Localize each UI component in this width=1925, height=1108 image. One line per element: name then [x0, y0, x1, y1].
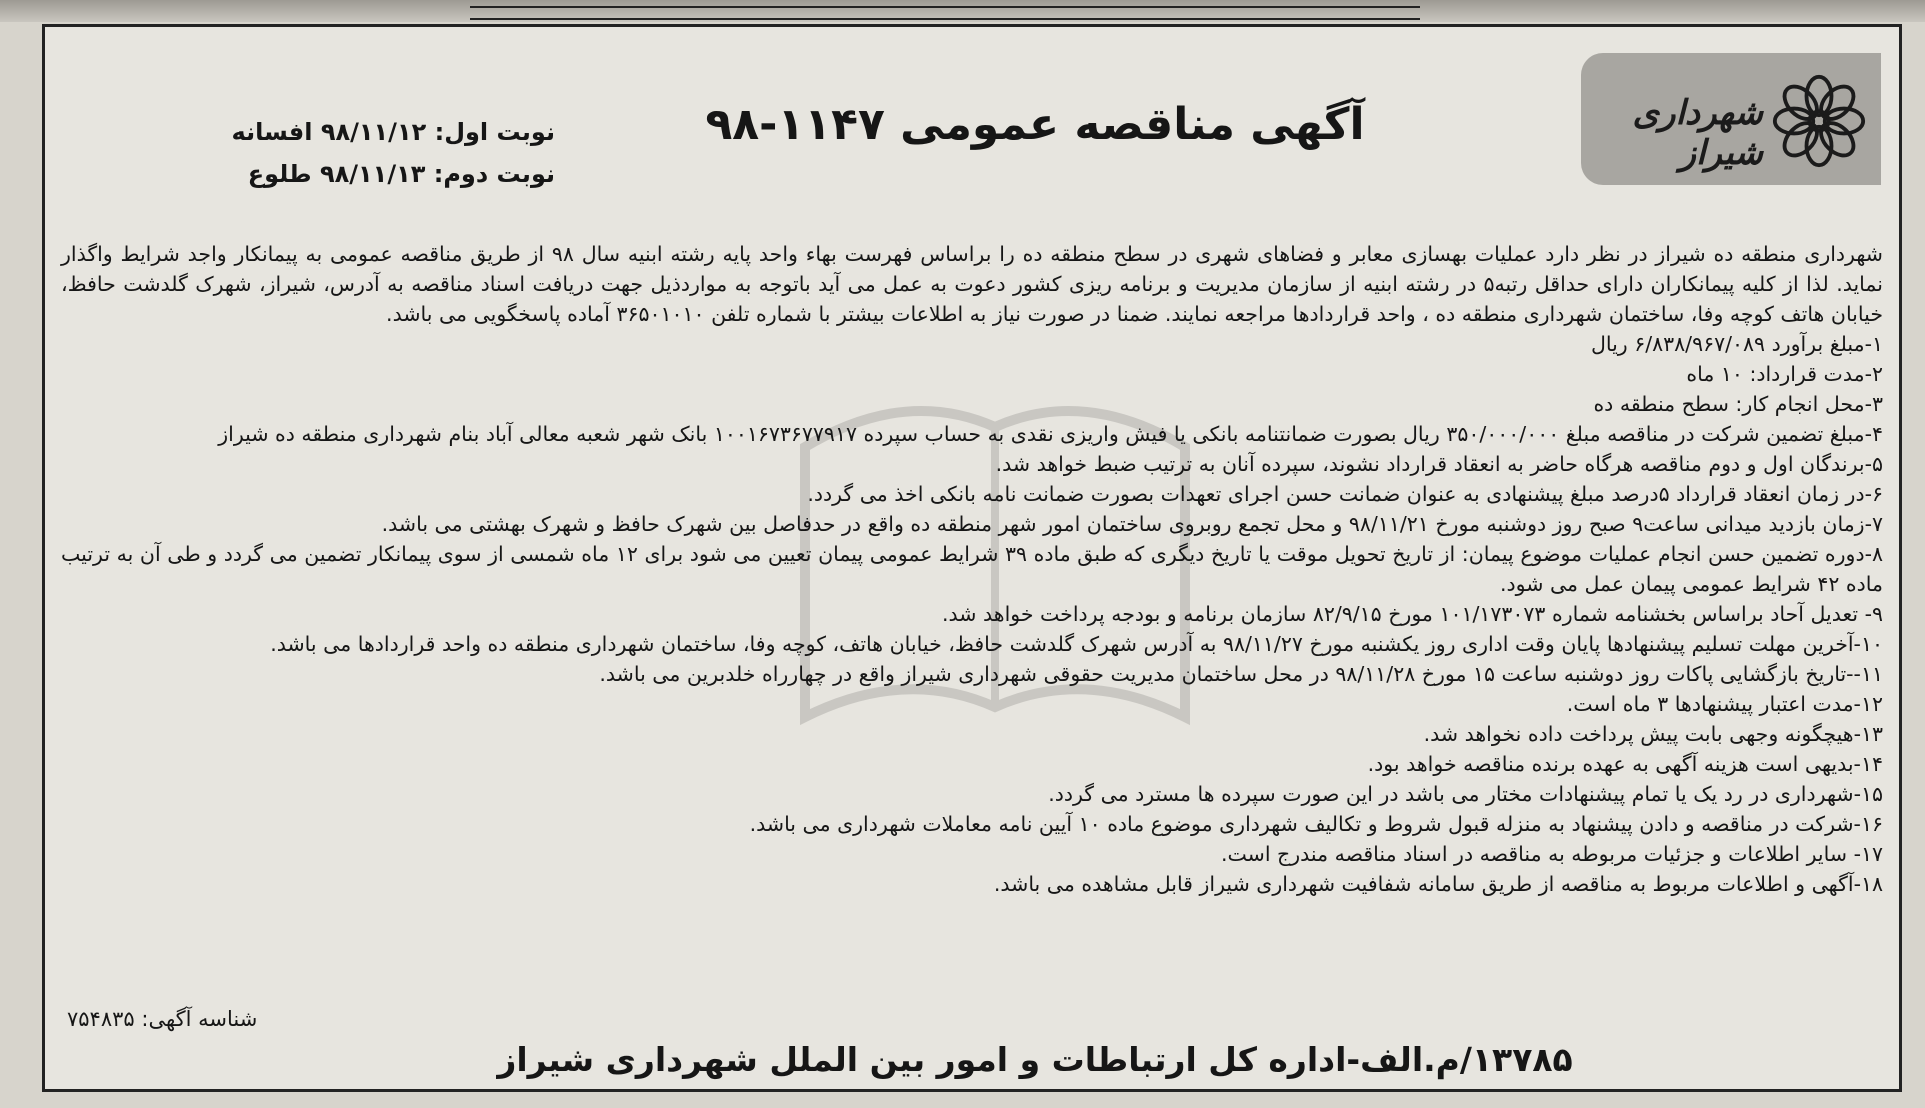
intro-paragraph: شهرداری منطقه ده شیراز در نظر دارد عملیات بهسازی معابر و فضاهای شهری در سطح منطقه ده را براساس فهرست بهاء واحد پایه رشته ابنیه سال ۹۸ از طریق مناقصه عمومی به پیمانکار واجد شرایط واگذار نماید. لذا از کلیه پیمانکاران دارای حداقل رتبه۵ در رشته ابنیه از سازمان مدیریت و برنامه ریزی کشور دعوت به عمل می آید باتوجه به مواردذیل جهت دریافت اسناد مناقصه به آدرس، شیراز، شهرک گلدشت حافظ، خیابان هاتف کوچه وفا، ساختمان شهرداری منطقه ده ، واحد قراردادها مراجعه نمایند. ضمنا در صورت نیاز به اطلاعات بیشتر با شماره تلفن ۳۶۵۰۱۰۱۰ آماده پاسخگویی می باشد.: [61, 242, 1883, 326]
list-item: ۱۳-هیچگونه وجهی بابت پیش پرداخت داده نخواهد شد.: [1423, 722, 1883, 746]
list-item: ۸-دوره تضمین حسن انجام عملیات موضوع پیمان: از تاریخ تحویل موقت یا تاریخ دیگری که طبق ماده ۳۹ شرایط عمومی پیمان تعیین می شود برای ۱۲ ماه شمسی از سوی پیمانکار تضمین می گردد و طی آن به ترتیب ماده ۴۲ شرایط عمومی پیمان عمل می شود.: [61, 542, 1883, 596]
list-item: ۴-مبلغ تضمین شرکت در مناقصه مبلغ ۳۵۰/۰۰۰/۰۰۰ ریال بصورت ضمانتنامه بانکی یا فیش واریزی نقدی به حساب سپرده ۱۰۰۱۶۷۳۶۷۷۹۱۷ بانک شهر شعبه معالی آباد بنام شهرداری منطقه ده شیراز: [218, 422, 1883, 446]
notice-id: شناسه آگهی: ۷۵۴۸۳۵: [67, 1007, 258, 1031]
scan-edge: [0, 0, 1925, 22]
list-item: ۳-محل انجام کار: سطح منطقه ده: [1593, 392, 1883, 416]
conditions-list: [61, 329, 1883, 899]
list-item: ۱۰-آخرین مهلت تسلیم پیشنهادها پایان وقت اداری روز یکشنبه مورخ ۹۸/۱۱/۲۷ به آدرس شهرک گلدشت حافظ، خیابان هاتف، کوچه وفا، ساختمان شهرداری منطقه ده واحد قراردادها می باشد.: [270, 632, 1883, 656]
notice-title: آگهی مناقصه عمومی ۱۱۴۷-۹۸: [705, 99, 1365, 150]
logo-wordmark: شهرداری شیراز: [1632, 93, 1763, 173]
list-item: ۱-مبلغ برآورد ۶/۸۳۸/۹۶۷/۰۸۹ ریال: [1590, 332, 1883, 356]
clipping-border: [470, 6, 1420, 20]
tender-notice: [42, 24, 1902, 1092]
municipality-logo: [1581, 53, 1881, 185]
list-item: ۱۴-بدیهی است هزینه آگهی به عهده برنده مناقصه خواهد بود.: [1367, 752, 1883, 776]
notice-body: [61, 239, 1883, 899]
list-item: ۱۵-شهرداری در رد یک یا تمام پیشنهادات مختار می باشد در این صورت سپرده ها مسترد می گردد.: [1048, 782, 1883, 806]
publication-dates: [195, 111, 555, 195]
second-publication: نوبت دوم: ۹۸/۱۱/۱۳ طلوع: [247, 160, 555, 188]
list-item: ۱۸-آگهی و اطلاعات مربوط به مناقصه از طریق سامانه شفافیت شهرداری شیراز قابل مشاهده می باشد.: [993, 872, 1883, 896]
list-item: ۱۷- سایر اطلاعات و جزئیات مربوطه به مناقصه در اسناد مناقصه مندرج است.: [1221, 842, 1883, 866]
list-item: ۵-برندگان اول و دوم مناقصه هرگاه حاضر به انعقاد قرارداد نشوند، سپرده آنان به ترتیب ضبط خواهد شد.: [995, 452, 1883, 476]
list-item: ۱۱--تاریخ بازگشایی پاکات روز دوشنبه ساعت ۱۵ مورخ ۹۸/۱۱/۲۸ در محل ساختمان مدیریت حقوقی شهرداری شیراز واقع در چهارراه خلدبرین می باشد.: [599, 662, 1883, 686]
list-item: ۱۶-شرکت در مناقصه و دادن پیشنهاد به منزله قبول شروط و تکالیف شهرداری موضوع ماده ۱۰ آیین نامه معاملات شهرداری می باشد.: [749, 812, 1883, 836]
list-item: ۹- تعدیل آحاد براساس بخشنامه شماره ۱۰۱/۱۷۳۰۷۳ مورخ ۸۲/۹/۱۵ سازمان برنامه و بودجه پرداخت خواهد شد.: [942, 602, 1883, 626]
flower-logo-icon: [1771, 73, 1867, 169]
first-publication: نوبت اول: ۹۸/۱۱/۱۲ افسانه: [231, 118, 555, 146]
issuer-footer: ۱۳۷۸۵/م.الف-اداره کل ارتباطات و امور بین الملل شهرداری شیراز: [497, 1040, 1573, 1079]
list-item: ۷-زمان بازدید میدانی ساعت۹ صبح روز دوشنبه مورخ ۹۸/۱۱/۲۱ و محل تجمع روبروی ساختمان امور شهر منطقه ده واقع در حدفاصل بین شهرک حافظ و شهرک بهشتی می باشد.: [381, 512, 1883, 536]
list-item: ۱۲-مدت اعتبار پیشنهادها ۳ ماه است.: [1566, 692, 1883, 716]
notice-header: [45, 41, 1899, 195]
list-item: ۶-در زمان انعقاد قرارداد ۵درصد مبلغ پیشنهادی به عنوان ضمانت حسن اجرای تعهدات بصورت ضمانت نامه بانکی اخذ می گردد.: [807, 482, 1883, 506]
list-item: ۲-مدت قرارداد: ۱۰ ماه: [1686, 362, 1883, 386]
